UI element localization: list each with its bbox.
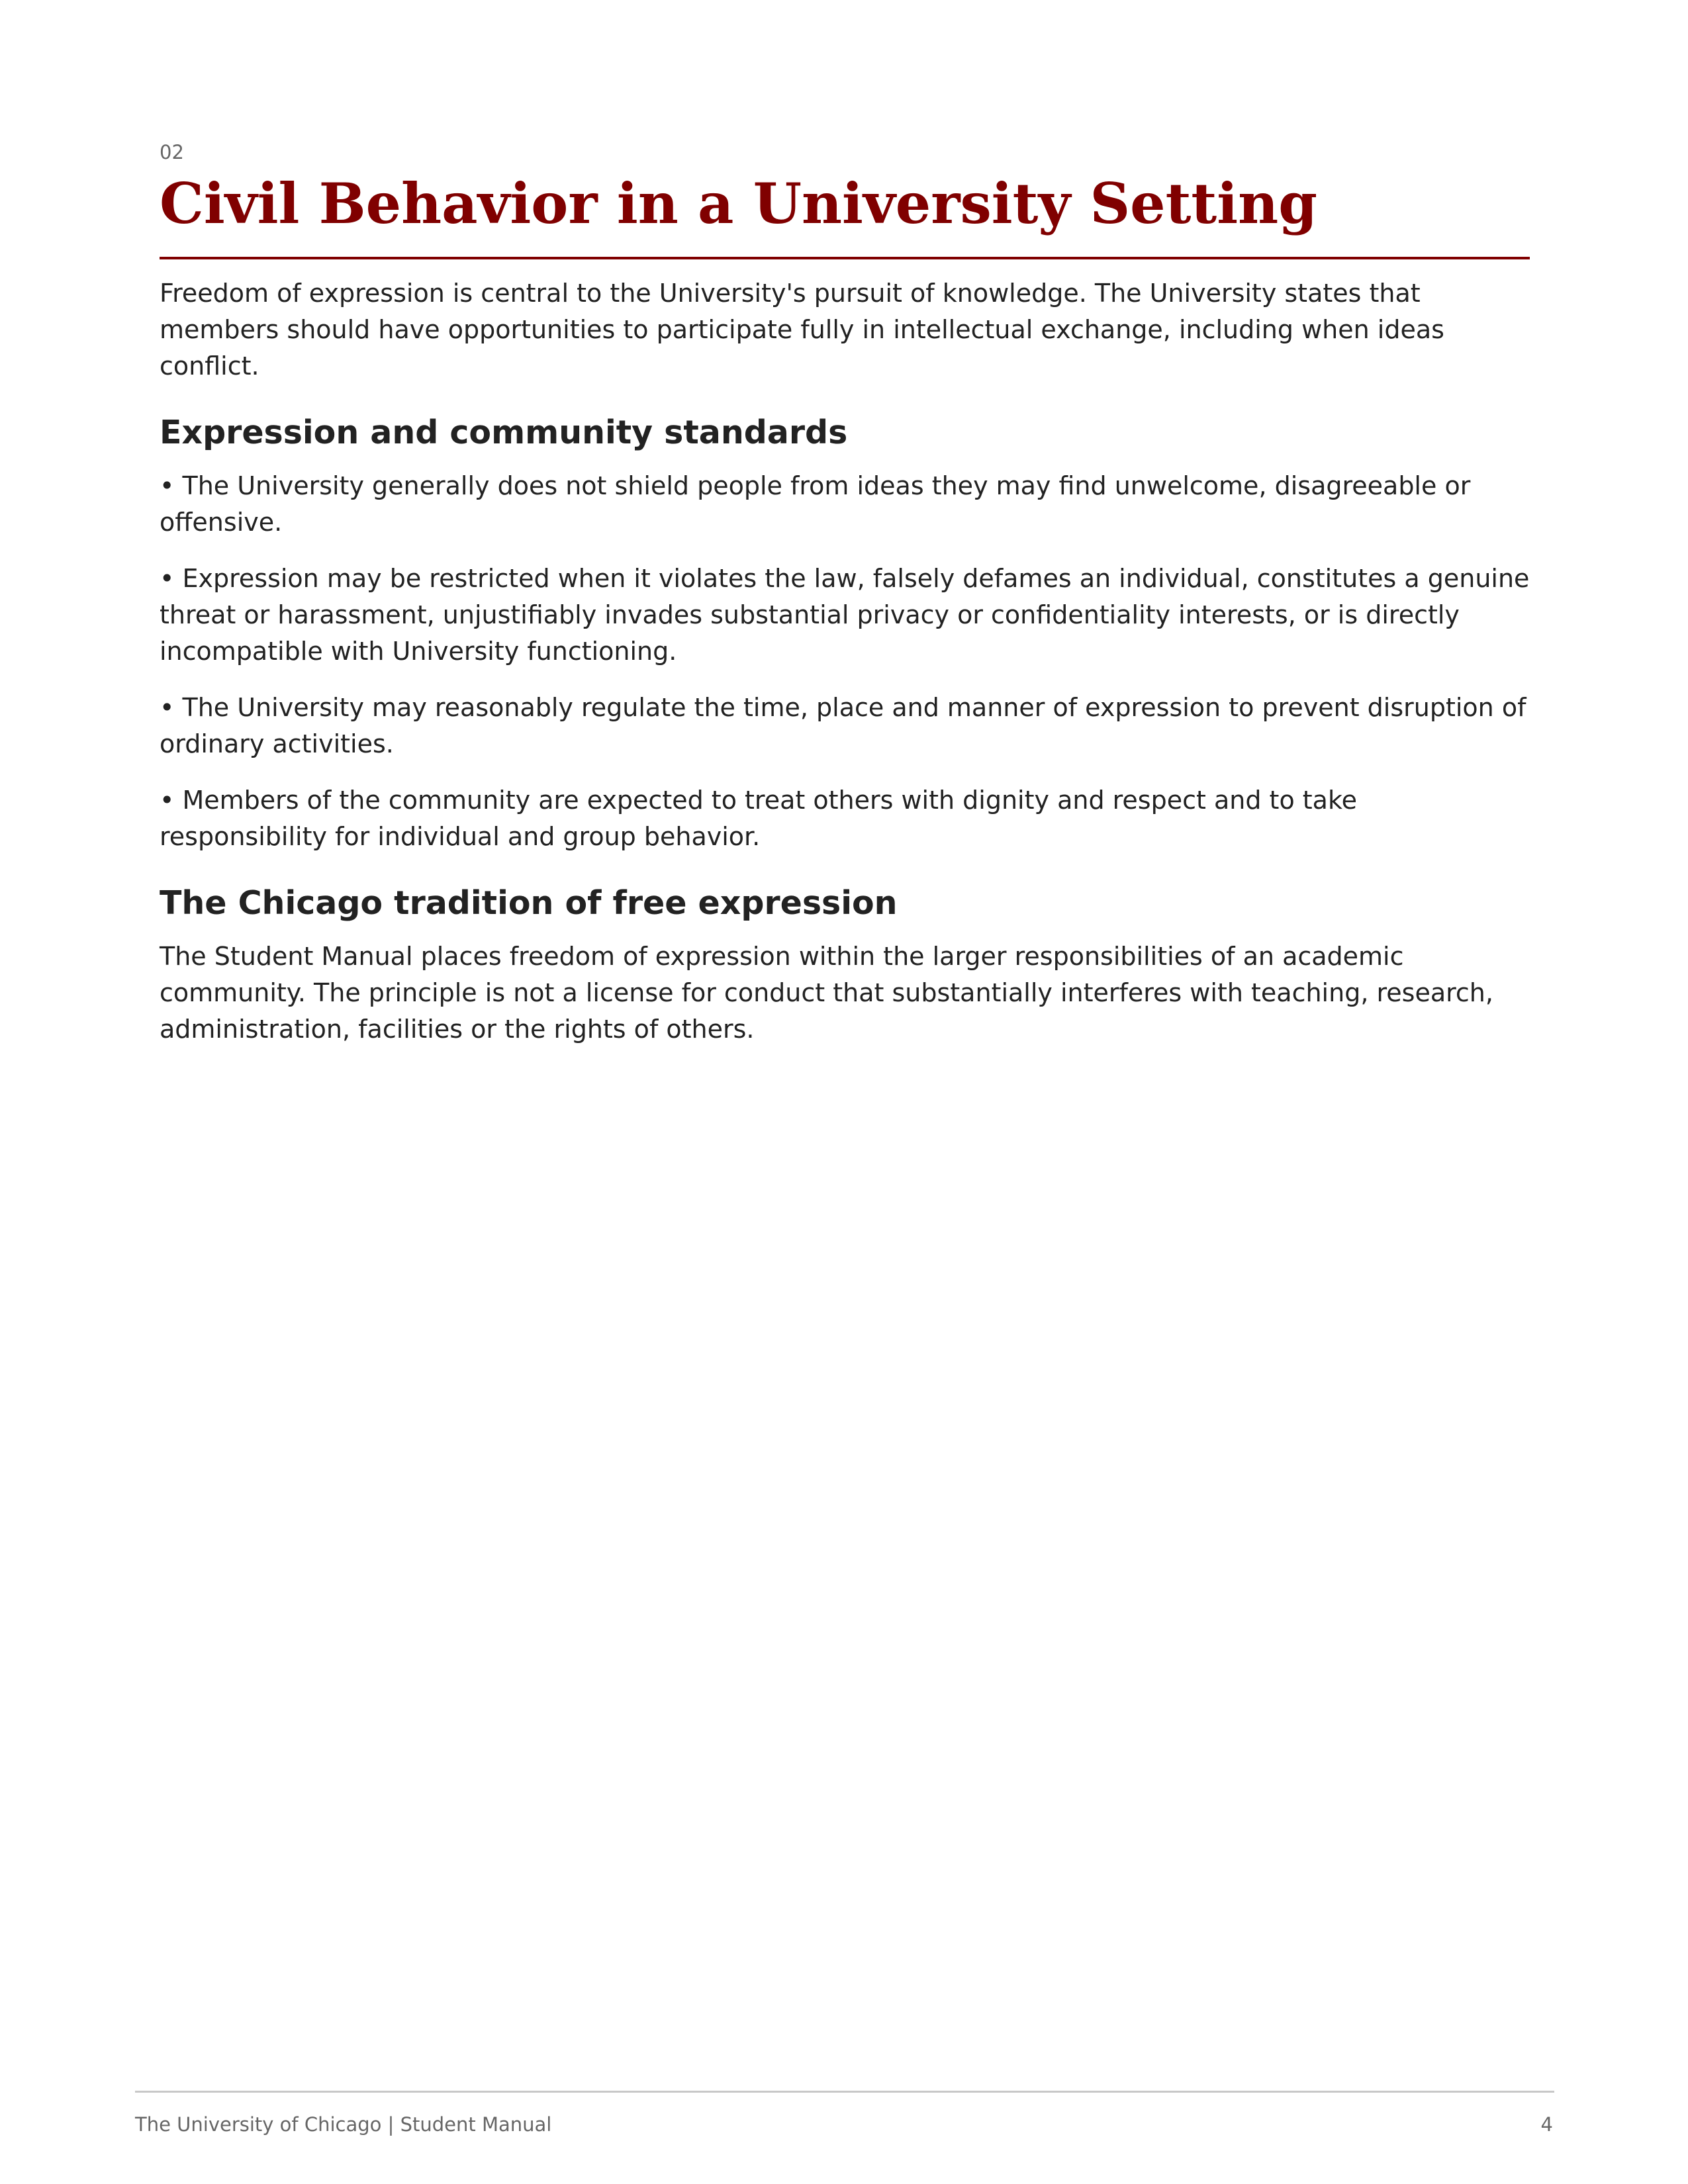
body-paragraph: The Student Manual places freedom of expression within the larger responsibilities of an academic community. The principle is not a license for conduct that substantially interferes with teaching, research, administration, facilities or the rights of others.: [160, 942, 1493, 1044]
page-content: [160, 139, 1530, 1048]
section-number: 02: [160, 141, 184, 163]
intro-paragraph: Freedom of expression is central to the University's pursuit of knowledge. The University states that members should have opportunities to participate fully in intellectual exchange, including when ideas conflict.: [160, 279, 1444, 381]
bullet-item: • The University may reasonably regulate the time, place and manner of expression to prevent disruption of ordinary activities.: [160, 693, 1526, 758]
page-title: Civil Behavior in a University Setting: [160, 171, 1317, 236]
page-number: 4: [1540, 2113, 1553, 2136]
title-divider: [160, 257, 1530, 259]
section-heading-chicago-tradition: The Chicago tradition of free expression: [160, 884, 898, 922]
bullet-item: • The University generally does not shield people from ideas they may find unwelcome, disagreeable or offensive.: [160, 471, 1471, 537]
footer-divider: [135, 2091, 1554, 2093]
section-heading-expression-standards: Expression and community standards: [160, 414, 848, 451]
bullet-item: • Expression may be restricted when it violates the law, falsely defames an individual, constitutes a genuine threat or harassment, unjustifiably invades substantial privacy or confidentiality interests, or is directly incompatible with University functioning.: [160, 564, 1530, 666]
footer-text: The University of Chicago | Student Manual: [135, 2113, 552, 2136]
bullet-item: • Members of the community are expected to treat others with dignity and respect and to take responsibility for individual and group behavior.: [160, 786, 1357, 851]
